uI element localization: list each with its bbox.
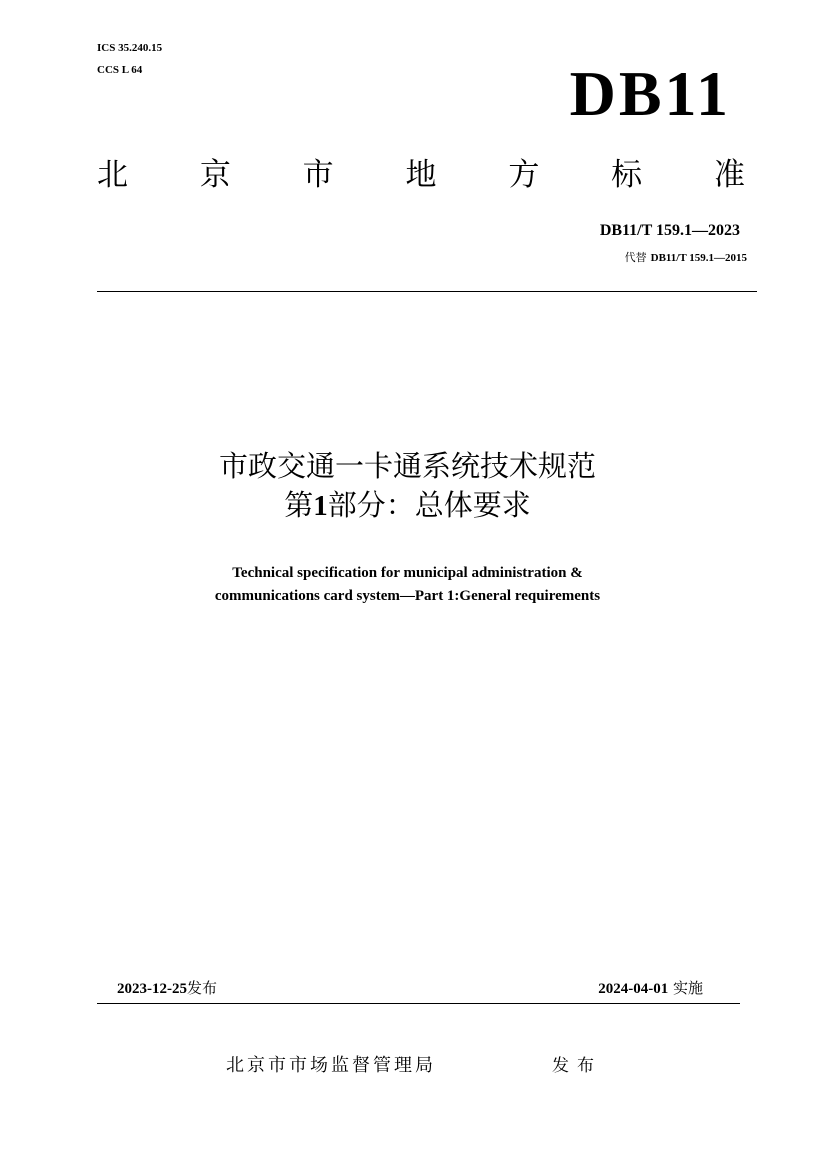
standard-type-char: 市: [302, 157, 334, 193]
standard-type-char: 准: [713, 157, 745, 193]
ccs-code: CCS L 64: [97, 64, 143, 76]
part-number: 1: [313, 490, 328, 523]
issue-date-value: 2023-12-25: [117, 981, 187, 997]
header-divider: [97, 291, 757, 292]
footer-divider: [97, 1003, 740, 1004]
standard-logo: DB11: [569, 58, 731, 129]
english-title: [0, 562, 815, 609]
standard-type: [97, 157, 745, 193]
chinese-title-line2: [0, 486, 815, 526]
implementation-date-label: 实施: [672, 979, 703, 997]
publisher-name: 北京市市场监督管理局: [226, 1055, 436, 1076]
standard-type-char: 方: [508, 157, 540, 193]
english-title-line2: communications card system—Part 1:General requirements: [214, 588, 601, 605]
issue-date: [117, 977, 217, 998]
standard-type-char: 京: [199, 157, 231, 193]
chinese-title: [0, 447, 815, 526]
ics-code: ICS 35.240.15: [97, 42, 163, 54]
replaces-info: [625, 249, 747, 265]
standard-type-char: 标: [611, 157, 643, 193]
publish-label: 发布: [552, 1056, 602, 1076]
part-prefix: 第: [284, 488, 314, 523]
chinese-title-line1: 市政交通一卡通系统技术规范: [218, 449, 596, 483]
replaces-label: 代替: [624, 251, 647, 264]
standard-type-char: 地: [405, 157, 437, 193]
english-title-line1: Technical specification for municipal administration &: [232, 565, 583, 581]
part-suffix: 部分：总体要求: [327, 488, 531, 523]
replaces-code: DB11/T 159.1—2015: [650, 252, 747, 264]
implementation-date-value: 2024-04-01: [598, 981, 669, 997]
document-number: DB11/T 159.1—2023: [599, 222, 740, 239]
standard-type-char: 北: [97, 157, 128, 193]
implementation-date: [598, 977, 703, 998]
issue-date-label: 发布: [187, 979, 218, 997]
